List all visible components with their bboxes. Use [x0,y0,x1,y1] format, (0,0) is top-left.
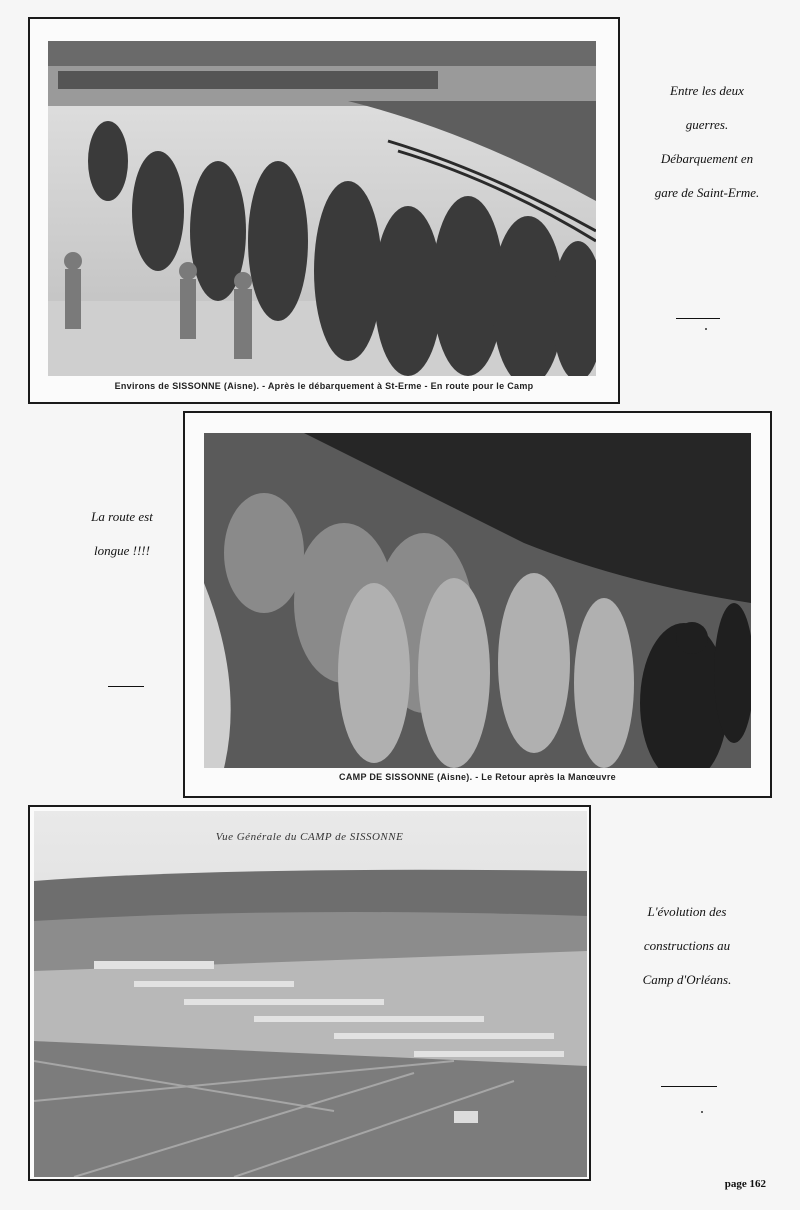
postcard-overlay-title-3: Vue Générale du CAMP de SISSONNE [215,831,404,843]
note-line: Entre les deux [670,83,744,98]
separator-rule [661,1086,717,1087]
note-line: gare de Saint-Erme. [654,185,760,200]
postcard-photo-camp-panorama [34,811,587,1177]
postcard-photo-return-from-maneuver [204,433,751,768]
postcard-caption-1: Environs de SISSONNE (Aisne). - Après le débarquement à St-Erme - En route pour le Camp [114,381,534,391]
photo-return-from-maneuver-illustration [204,433,751,768]
photo-camp-panorama-illustration [34,811,587,1177]
photo-soldiers-marching-illustration [48,41,596,376]
note-route-longue [52,500,192,568]
separator-dot [701,1111,703,1113]
postcard-caption-2: CAMP DE SISSONNE (Aisne). - Le Retour après la Manœuvre [339,772,616,782]
separator-rule [108,686,144,687]
postcard-frame-2 [183,411,772,798]
note-line: La route est [91,509,153,524]
note-line: longue !!!! [94,543,150,558]
note-line: Camp d'Orléans. [642,972,732,987]
note-line: Débarquement en [660,151,754,166]
postcard-frame-1 [28,17,620,404]
separator-dot [705,328,707,330]
note-debarquement [632,74,782,210]
note-line: guerres. [685,117,729,132]
postcard-frame-3 [28,805,591,1181]
separator-rule [676,318,720,319]
note-line: L'évolution des [647,904,727,919]
page-number: page 162 [724,1178,766,1190]
note-evolution-constructions [612,895,762,997]
note-line: constructions au [643,938,731,953]
postcard-photo-soldiers-marching [48,41,596,376]
